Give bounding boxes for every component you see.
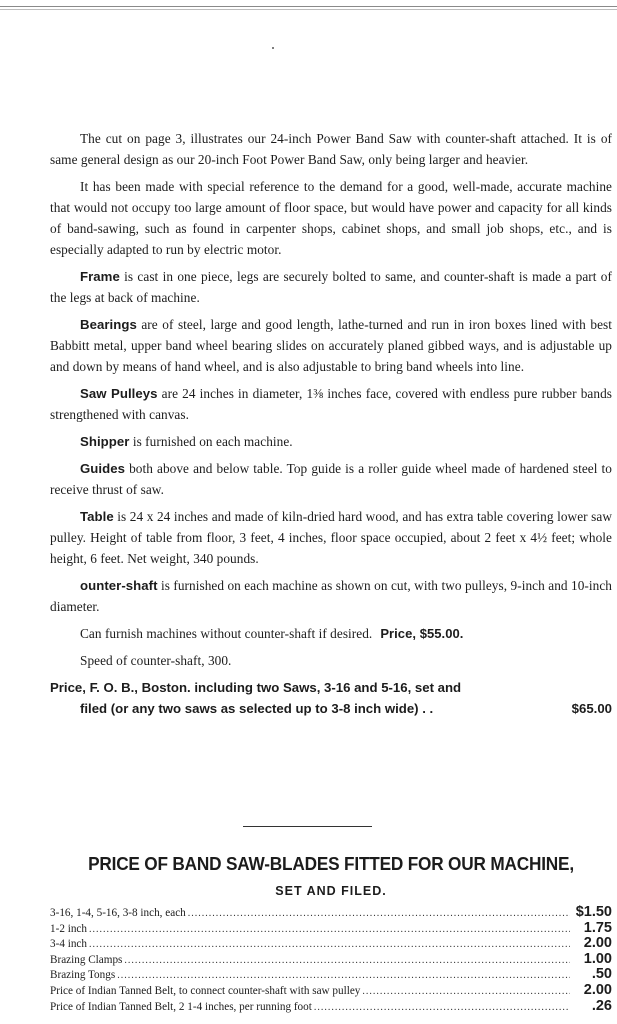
paragraph-text: is 24 x 24 inches and made of kiln-dried hard wood, and has extra table covering lower saw pulley. Height of table from floor, 3 feet, 4 inches, floor space occupied, about 2 feet x 4½ feet; whole height, 6 feet. Net weight, 340 pounds. (50, 509, 612, 566)
price-row-amount: 1.00 (583, 950, 612, 967)
paragraph-lead: Table (80, 509, 114, 524)
price-row (50, 983, 612, 999)
blades-title: PRICE OF BAND SAW-BLADES FITTED FOR OUR MACHINE, (88, 853, 574, 874)
paragraph-text: It has been made with special reference to the demand for a good, well-made, accurate machine that would not occupy too large amount of floor space, but would have power and capacity for all kinds of band-sawing, such as found in carpenter shops, cabinet shops, and small job shops, etc., and is especially adapted to run by electric motor. (50, 179, 612, 257)
paragraph-lead: Shipper (80, 434, 130, 449)
paragraph-text: The cut on page 3, illustrates our 24-inch Power Band Saw with counter-shaft attached. It is of same general design as our 20-inch Foot Power Band Saw, only being larger and heavier. (50, 131, 612, 167)
paragraph-counter-shaft (50, 575, 612, 617)
price-row-amount: $1.50 (575, 904, 612, 920)
price-row (50, 921, 612, 937)
price-row (50, 967, 612, 983)
price-row-label: Brazing Tongs (50, 969, 116, 982)
paragraph-text: are 24 inches in diameter, 1⅜ inches face, covered with endless pure rubber bands strengthened with canvas. (50, 386, 612, 422)
paragraph-text: is furnished on each machine. (129, 434, 293, 449)
paragraph-frame (50, 266, 612, 308)
paragraph-lead: Saw Pulleys (80, 386, 158, 401)
furnish-price: Price, $55.00. (380, 626, 464, 641)
price-row (50, 952, 612, 968)
paragraph-lead: ounter-shaft (80, 578, 158, 593)
top-rule-secondary (0, 9, 617, 10)
section-divider (243, 826, 372, 827)
paragraph-table (50, 506, 612, 569)
paragraph-text: are of steel, large and good length, lathe-turned and run in iron boxes lined with best Babbitt metal, upper band wheel bearing slides on accurately planed gibbed ways, and is adjustable up and down by means of hand wheel, and is also adjustable to bring band wheels into line. (50, 317, 612, 374)
fob-price: $65.00 (571, 701, 612, 716)
fob-line-1: Price, F. O. B., Boston. including two Saws, 3-16 and 5-16, set and (50, 680, 462, 695)
paragraph-lead: Bearings (80, 317, 137, 332)
blade-price-list (50, 905, 612, 1014)
leader-dots (117, 968, 570, 984)
price-row-amount: 2.00 (583, 935, 612, 952)
leader-dots (89, 937, 570, 953)
paragraph-purpose (50, 176, 612, 260)
blades-subtitle: SET AND FILED. (275, 884, 387, 898)
furnish-text: Can furnish machines without counter-shaft if desired. (80, 626, 373, 641)
fob-price-block (50, 677, 612, 719)
price-row-label: Price of Indian Tanned Belt, 2 1-4 inches, per running foot (50, 1000, 312, 1013)
leader-dots (314, 1000, 570, 1016)
price-row-amount: 1.75 (583, 919, 612, 936)
price-row-amount: .50 (591, 966, 612, 983)
price-row (50, 905, 612, 921)
price-row-label: 3-4 inch (50, 938, 87, 951)
price-row-amount: .26 (591, 997, 612, 1014)
paragraph-bearings (50, 314, 612, 377)
paragraph-text: is furnished on each machine as shown on cut, with two pulleys, 9-inch and 10-inch diameter. (50, 578, 612, 614)
description-body (50, 128, 612, 719)
price-row-amount: 2.00 (583, 981, 612, 998)
top-rule (0, 6, 617, 7)
paragraph-text: is cast in one piece, legs are securely bolted to same, and counter-shaft is made a part of the legs at back of machine. (50, 269, 612, 305)
scan-speck (272, 47, 274, 49)
paragraph-speed (50, 650, 612, 671)
price-row (50, 999, 612, 1015)
price-row-label: 1-2 inch (50, 922, 87, 935)
paragraph-furnish (50, 623, 612, 644)
paragraph-text: both above and below table. Top guide is a roller guide wheel made of hardened steel to receive thrust of saw. (50, 461, 612, 497)
paragraph-lead: Guides (80, 461, 126, 476)
paragraph-saw-pulleys (50, 383, 612, 425)
fob-line-2 (50, 698, 612, 719)
fob-line-2-text: filed (or any two saws as selected up to 3-8 inch wide) . . (80, 701, 434, 716)
price-row-label: Brazing Clamps (50, 953, 123, 966)
paragraph-guides (50, 458, 612, 500)
paragraph-shipper (50, 431, 612, 452)
paragraph-lead: Frame (80, 269, 120, 284)
price-row (50, 936, 612, 952)
leader-dots (89, 922, 570, 938)
price-row-label: Price of Indian Tanned Belt, to connect counter-shaft with saw pulley (50, 984, 361, 997)
speed-text: Speed of counter-shaft, 300. (80, 653, 232, 668)
paragraph-intro (50, 128, 612, 170)
price-row-label: 3-16, 1-4, 5-16, 3-8 inch, each (50, 907, 186, 919)
leader-dots (188, 906, 570, 922)
leader-dots (362, 984, 570, 1000)
leader-dots (124, 953, 570, 969)
